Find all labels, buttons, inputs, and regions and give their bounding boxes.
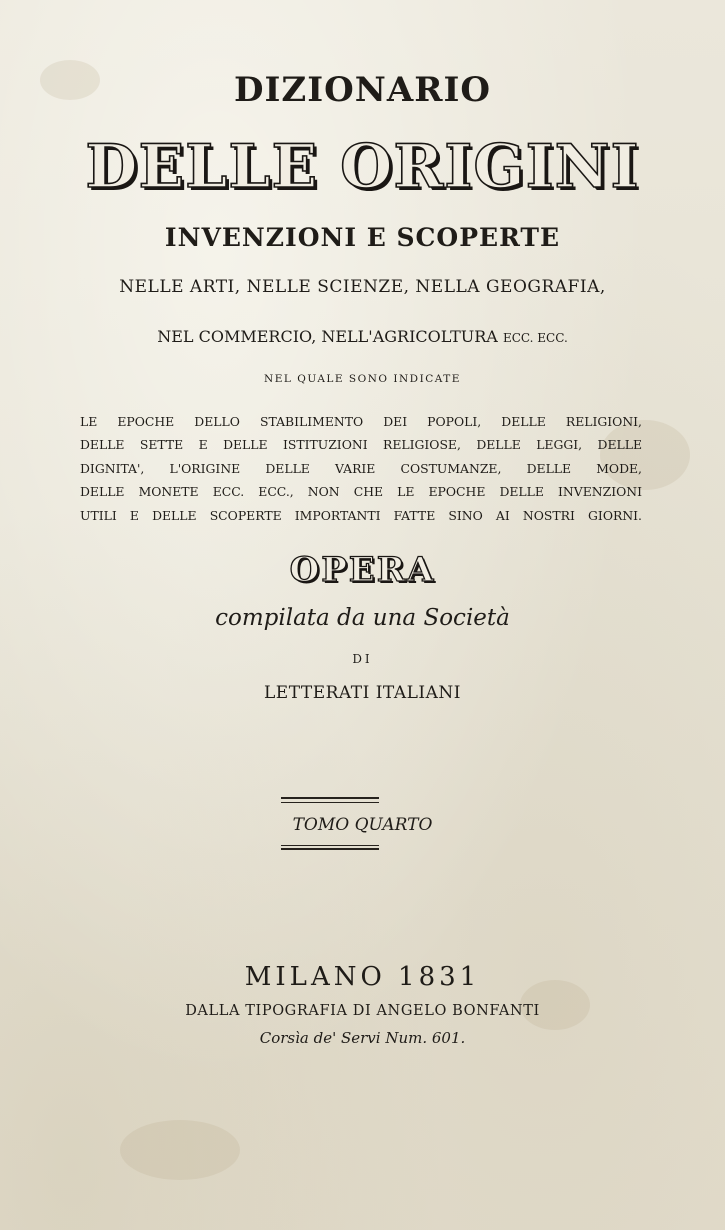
description-line-5: UTILI E DELLE SCOPERTE IMPORTANTI FATTE SINO AI NOSTRI GIORNI.: [80, 507, 642, 523]
rule-top-thin: [281, 802, 379, 803]
title-line-3: INVENZIONI E SCOPERTE: [164, 223, 561, 252]
rule-bottom-thin: [281, 845, 379, 846]
imprint-address: Corsìa de' Servi Num. 601.: [259, 1029, 466, 1047]
title-line-1: DIZIONARIO: [234, 70, 491, 110]
description-line-2: DELLE SETTE E DELLE ISTITUZIONI RELIGIOSE, DELLE LEGGI, DELLE: [80, 437, 642, 453]
intro-line: NEL QUALE SONO INDICATE: [264, 373, 461, 385]
volume-label: TOMO QUARTO: [292, 815, 433, 835]
description-line-1: LE EPOCHE DELLO STABILIMENTO DEI POPOLI, DELLE RELIGIONI,: [80, 414, 642, 429]
imprint-printer: DALLA TIPOGRAFIA DI ANGELO BONFANTI: [185, 1003, 540, 1019]
rule-top-thick: [281, 797, 379, 799]
subtitle-line-2-etc: ECC. ECC.: [502, 331, 568, 345]
subtitle-line-2: [0, 322, 725, 353]
description-line-4: DELLE MONETE ECC. ECC., NON CHE LE EPOCHE DELLE INVENZIONI: [80, 484, 642, 500]
authors-line: LETTERATI ITALIANI: [264, 683, 461, 703]
description-line-3: DIGNITA', L'ORIGINE DELLE VARIE COSTUMANZE, DELLE MODE,: [80, 460, 642, 476]
paper-stain: [120, 1120, 240, 1180]
title-line-2: DELLE ORIGINI: [85, 132, 640, 202]
di-line: DI: [352, 652, 373, 666]
description-block: [80, 410, 642, 527]
rule-bottom-thick: [281, 848, 379, 850]
imprint-city-year: MILANO 1831: [244, 962, 481, 992]
opera-heading: OPERA: [289, 550, 436, 590]
subtitle-line-2-main: NEL COMMERCIO, NELL'AGRICOLTURA: [157, 327, 498, 346]
compiled-by: compilata da una Società: [215, 605, 510, 631]
subtitle-line-1: NELLE ARTI, NELLE SCIENZE, NELLA GEOGRAFIA,: [119, 277, 606, 297]
